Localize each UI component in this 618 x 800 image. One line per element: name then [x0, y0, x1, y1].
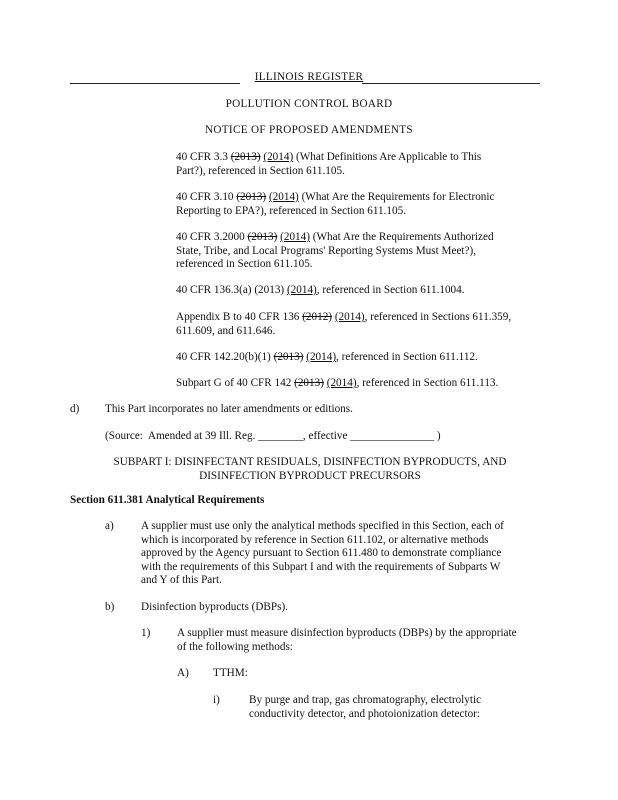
board-name: POLLUTION CONTROL BOARD — [225, 98, 393, 110]
notice-title: NOTICE OF PROPOSED AMENDMENTS — [205, 124, 413, 136]
para-a-label: a) — [105, 520, 114, 532]
reference-item: Appendix B to 40 CFR 136 (2012) (2014), referenced in Sections 611.359, 611.609, and 611.646. — [176, 311, 512, 337]
para-b-label: b) — [105, 601, 115, 613]
source-note: (Source: Amended at 39 Ill. Reg. ________, effective _______________ ) — [105, 430, 441, 442]
para-i-text: By purge and trap, gas chromatography, electrolytic conductivity detector, and photoionization detector: — [249, 694, 482, 720]
subpart-heading: SUBPART I: DISINFECTANT RESIDUALS, DISINFECTION BYPRODUCTS, AND DISINFECTION BYPRODUCT PRECURSORS — [113, 456, 507, 482]
para-d-text: This Part incorporates no later amendments or editions. — [105, 403, 353, 415]
reference-item: 40 CFR 142.20(b)(1) (2013) (2014), referenced in Section 611.112. — [176, 351, 478, 363]
register-title: ILLINOIS REGISTER — [254, 71, 364, 83]
reference-item: 40 CFR 3.3 (2013) (2014) (What Definitions Are Applicable to This Part?), referenced in Section 611.105. — [176, 151, 482, 177]
reference-item: 40 CFR 3.10 (2013) (2014) (What Are the Requirements for Electronic Reporting to EPA?), referenced in Section 611.105. — [176, 191, 495, 217]
para-A-text: TTHM: — [213, 667, 248, 679]
para-a-text: A supplier must use only the analytical methods specified in this Section, each of which is incorporated by reference in Section 611.102, or alternative methods approved by the Agency pursuant to Section 611.480 to demonstrate compliance with the requirements of this Subpart I and with the requirements of Subparts W and Y of this Part. — [141, 520, 504, 586]
para-A-label: A) — [177, 667, 189, 679]
para-i-label: i) — [213, 694, 220, 706]
para-b1-label: 1) — [141, 627, 151, 639]
reference-item: 40 CFR 3.2000 (2013) (2014) (What Are the Requirements Authorized State, Tribe, and Local Programs' Reporting Systems Must Meet?), referenced in Section 611.105. — [176, 231, 494, 270]
reference-item: Subpart G of 40 CFR 142 (2013) (2014), referenced in Section 611.113. — [176, 377, 499, 389]
para-b1-text: A supplier must measure disinfection byproducts (DBPs) by the appropriate of the following methods: — [177, 627, 517, 653]
reference-item: 40 CFR 136.3(a) (2013) (2014), referenced in Section 611.1004. — [176, 284, 465, 296]
para-d-label: d) — [70, 403, 80, 415]
section-heading: Section 611.381 Analytical Requirements — [70, 494, 265, 506]
para-b-text: Disinfection byproducts (DBPs). — [141, 601, 288, 613]
